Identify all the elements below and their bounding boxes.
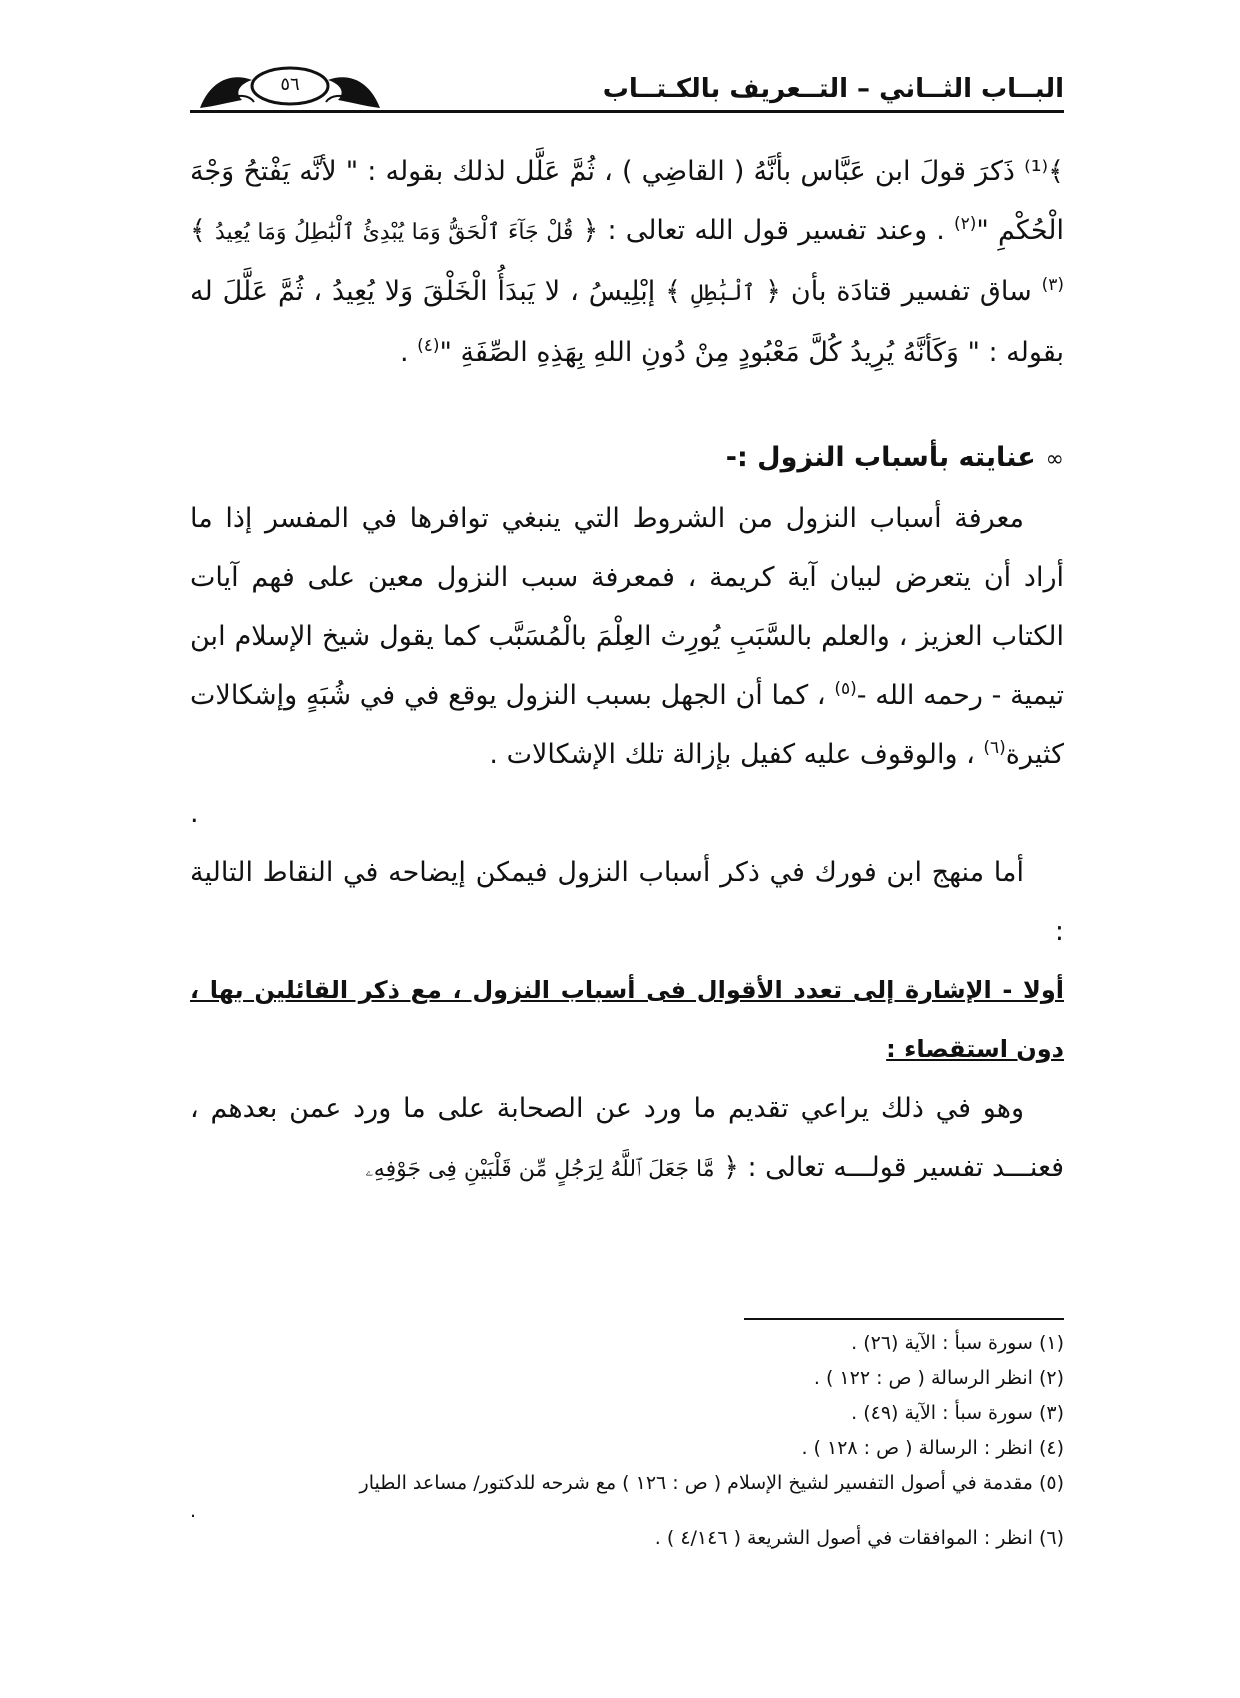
p1-text-e: ﴾ إبْلِيسُ ، لا يَبدَأُ الْخَلْقَ وَلا يُعِيدُ ، ثُمَّ عَلَّلَ له بقوله : " وَكَأنَّهُ يُرِيدُ كُلَّ مَعْبُودٍ مِنْ دُونِ اللهِ بِهَذِهِ الصِّفَةِ " xyxy=(190,276,1064,368)
section-heading xyxy=(190,428,1064,489)
running-title: البــاب الثــاني – التــعريف بالكـتــاب xyxy=(602,74,1064,104)
paragraph-1 xyxy=(190,142,1064,382)
footnote-2: (٢) انظر الرسالة ( ص : ١٢٢ ) . xyxy=(813,1367,1064,1389)
footnote-ref-3: (٣) xyxy=(1041,275,1065,295)
p1-text-b: . وعند تفسير قول الله تعالى : ﴿ xyxy=(573,215,954,246)
paragraph-2 xyxy=(190,489,1064,784)
footnote-4: (٤) انظر : الرسالة ( ص : ١٢٨ ) . xyxy=(801,1437,1064,1459)
p2-text-b: ، كما أن الجهل بسبب النزول يوقع في في شُبَهٍ وإشكالات كثيرة xyxy=(190,680,1064,770)
footnote-rule xyxy=(744,1318,1064,1320)
quran-verse-1: قُلْ جَآءَ ٱلْحَقُّ وَمَا يُبْدِئُ ٱلْبَٰطِلُ وَمَا يُعِيدُ xyxy=(214,220,574,245)
footnote-5-continuation: . xyxy=(190,1500,197,1522)
p1-text-f: . xyxy=(399,337,418,368)
paragraph-3: أما منهج ابن فورك في ذكر أسباب النزول فيمكن إيضاحه في النقاط التالية : xyxy=(190,857,1064,947)
infinity-bullet-icon: ∞ xyxy=(1045,447,1064,472)
footnote-ref-2: (٢) xyxy=(953,214,977,234)
page-number: ٥٦ xyxy=(280,74,300,95)
section-heading-text: عنايته بأسباب النزول :- xyxy=(725,442,1036,473)
quran-verse-3: مَّا جَعَلَ ٱللَّهُ لِرَجُلٍ مِّن قَلْبَيْنِ فِى جَوْفِهِۦ xyxy=(365,1157,715,1182)
p1-text-a: ﴾⁽¹⁾ ذَكرَ قولَ ابن عَبَّاس بأنَّهُ ( القاضِي ) ، ثُمَّ عَلَّل لذلك بقوله : " لأنَّه يَفْتحُ وَجْهَ الْحُكْمِ " xyxy=(190,156,1064,246)
page-header xyxy=(190,62,1064,112)
paragraph-4 xyxy=(190,1079,1064,1199)
footnote-ref-4: (٤) xyxy=(417,336,440,356)
main-text xyxy=(190,142,1064,1199)
footnote-ref-5: (٥) xyxy=(834,679,857,699)
stray-dot: . xyxy=(190,798,199,829)
p2-text-a: معرفة أسباب النزول من الشروط التي ينبغي توافرها في المفسر إذا ما أراد أن يتعرض لبيان آية كريمة ، فمعرفة سبب النزول معين على فهم آيات الكتاب العزيز ، والعلم بالسَّبَبِ يُورِث العِلْمَ بالْمُسَبَّب كما يقول شيخ الإسلام ابن تيمية - رحمه الله - xyxy=(190,503,1064,711)
footnote-3: (٣) سورة سبأ : الآية (٤٩) . xyxy=(851,1402,1064,1424)
header-rule xyxy=(190,110,1064,113)
footnote-ref-6: (٦) xyxy=(983,738,1006,758)
p4-text-a: وهو في ذلك يراعي تقديم ما ورد عن الصحابة على ما ورد عمن بعدهم ، فعنـــد تفسير قولـــه تعالى : ﴿ xyxy=(190,1093,1064,1183)
footnote-1: (١) سورة سبأ : الآية (٢٦) . xyxy=(851,1332,1064,1354)
footnotes xyxy=(190,1318,1064,1556)
p1-text-d: ساق تفسير قتادَة بأن ﴿ xyxy=(755,276,1042,307)
p1-text-c: ﴾ xyxy=(190,215,215,246)
footnote-5: (٥) مقدمة في أصول التفسير لشيخ الإسلام ( ص : ١٢٦ ) مع شرحه للدكتور/ مساعد الطيار xyxy=(359,1472,1064,1494)
footnote-6: (٦) انظر : الموافقات في أصول الشريعة ( ٤/١٤٦ ) . xyxy=(654,1527,1064,1549)
subheading-1: أولا - الإشارة إلى تعدد الأقوال فى أسباب النزول ، مع ذكر القائلين بها ، دون استقصاء : xyxy=(190,976,1064,1063)
quran-verse-2: ٱلْبَٰطِلِ xyxy=(690,281,756,306)
p2-text-c: ، والوقوف عليه كفيل بإزالة تلك الإشكالات . xyxy=(489,739,984,770)
